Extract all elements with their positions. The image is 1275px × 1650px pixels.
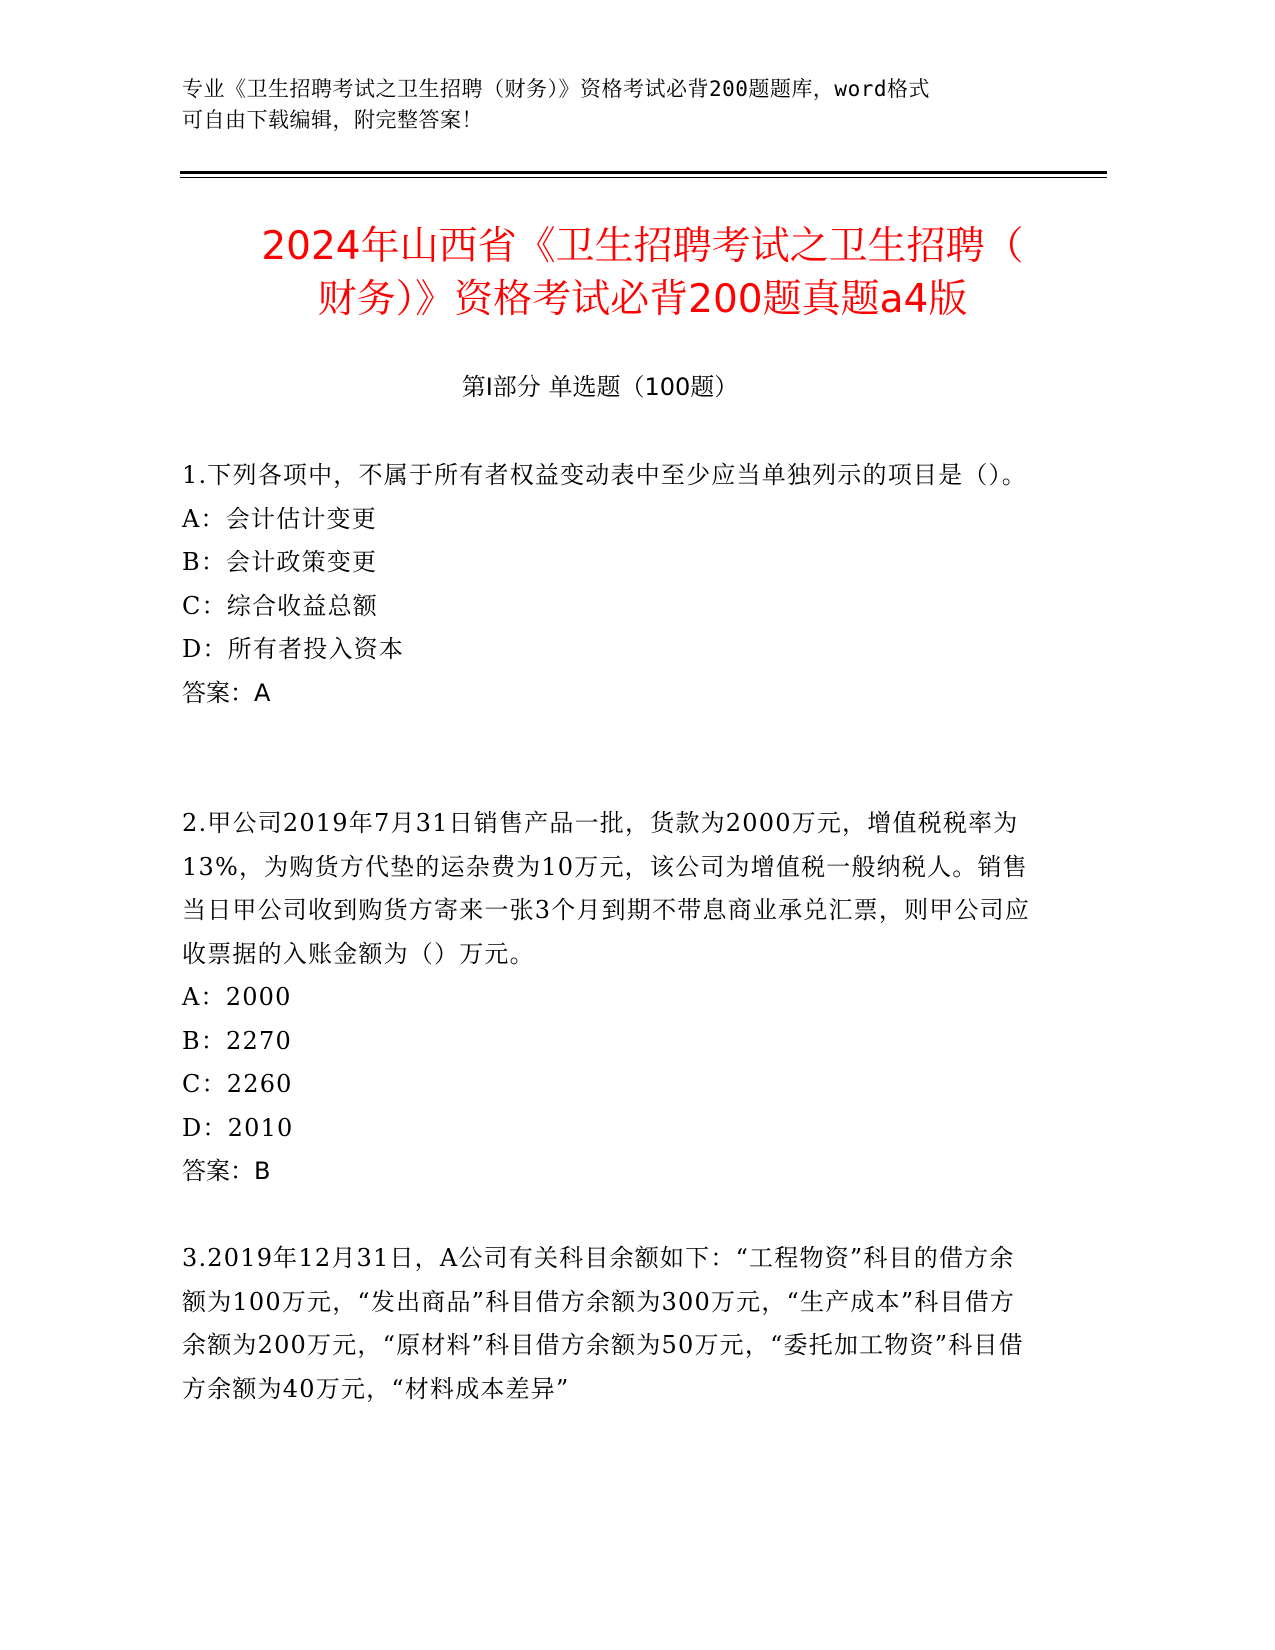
question-stem: 2.甲公司2019年7月31日销售产品一批，货款为2000万元，增值税税率为13%，为购货方代垫的运杂费为10万元，该公司为增值税一般纳税人。销售当日甲公司收到购货方寄来一张3个月到期不带息商业承兑汇票，则甲公司应收票据的入账金额为（）万元。 <box>182 809 1031 968</box>
document-title <box>150 220 1135 326</box>
header-divider-thick <box>180 171 1107 174</box>
option-b: B：2270 <box>182 1026 292 1055</box>
option-a: A：会计估计变更 <box>182 504 377 533</box>
answer-label: 答案：B <box>182 1157 271 1185</box>
question-2 <box>182 802 1032 1194</box>
option-c: C：综合收益总额 <box>182 591 378 620</box>
question-stem: 1.下列各项中，不属于所有者权益变动表中至少应当单独列示的项目是（）。 <box>182 461 1027 489</box>
header-note-line-2: 可自由下载编辑，附完整答案！ <box>182 108 483 132</box>
question-stem: 3.2019年12月31日，A公司有关科目余额如下：“工程物资”科目的借方余额为100万元，“发出商品”科目借方余额为300万元，“生产成本”科目借方余额为200万元，“原材料”科目借方余额为50万元，“委托加工物资”科目借方余额为40万元，“材料成本差异” <box>182 1244 1024 1403</box>
header-divider-thin <box>180 177 1107 178</box>
answer-label: 答案：A <box>182 678 271 707</box>
header-note <box>182 74 1032 136</box>
header-note-line-1: 专业《卫生招聘考试之卫生招聘（财务）》资格考试必背200题题库，word格式 <box>182 77 930 101</box>
question-3 <box>182 1237 1032 1411</box>
question-1 <box>182 454 1032 715</box>
document-title-line-1: 2024年山西省《卫生招聘考试之卫生招聘（ <box>261 224 1024 269</box>
option-d: D：2010 <box>182 1113 294 1142</box>
option-c: C：2260 <box>182 1070 293 1098</box>
document-title-line-2: 财务）》资格考试必背200题真题a4版 <box>317 277 968 322</box>
option-b: B：会计政策变更 <box>182 548 378 576</box>
option-a: A：2000 <box>182 983 292 1011</box>
option-d: D：所有者投入资本 <box>182 635 405 663</box>
section-title: 第I部分 单选题（100题） <box>461 373 739 401</box>
